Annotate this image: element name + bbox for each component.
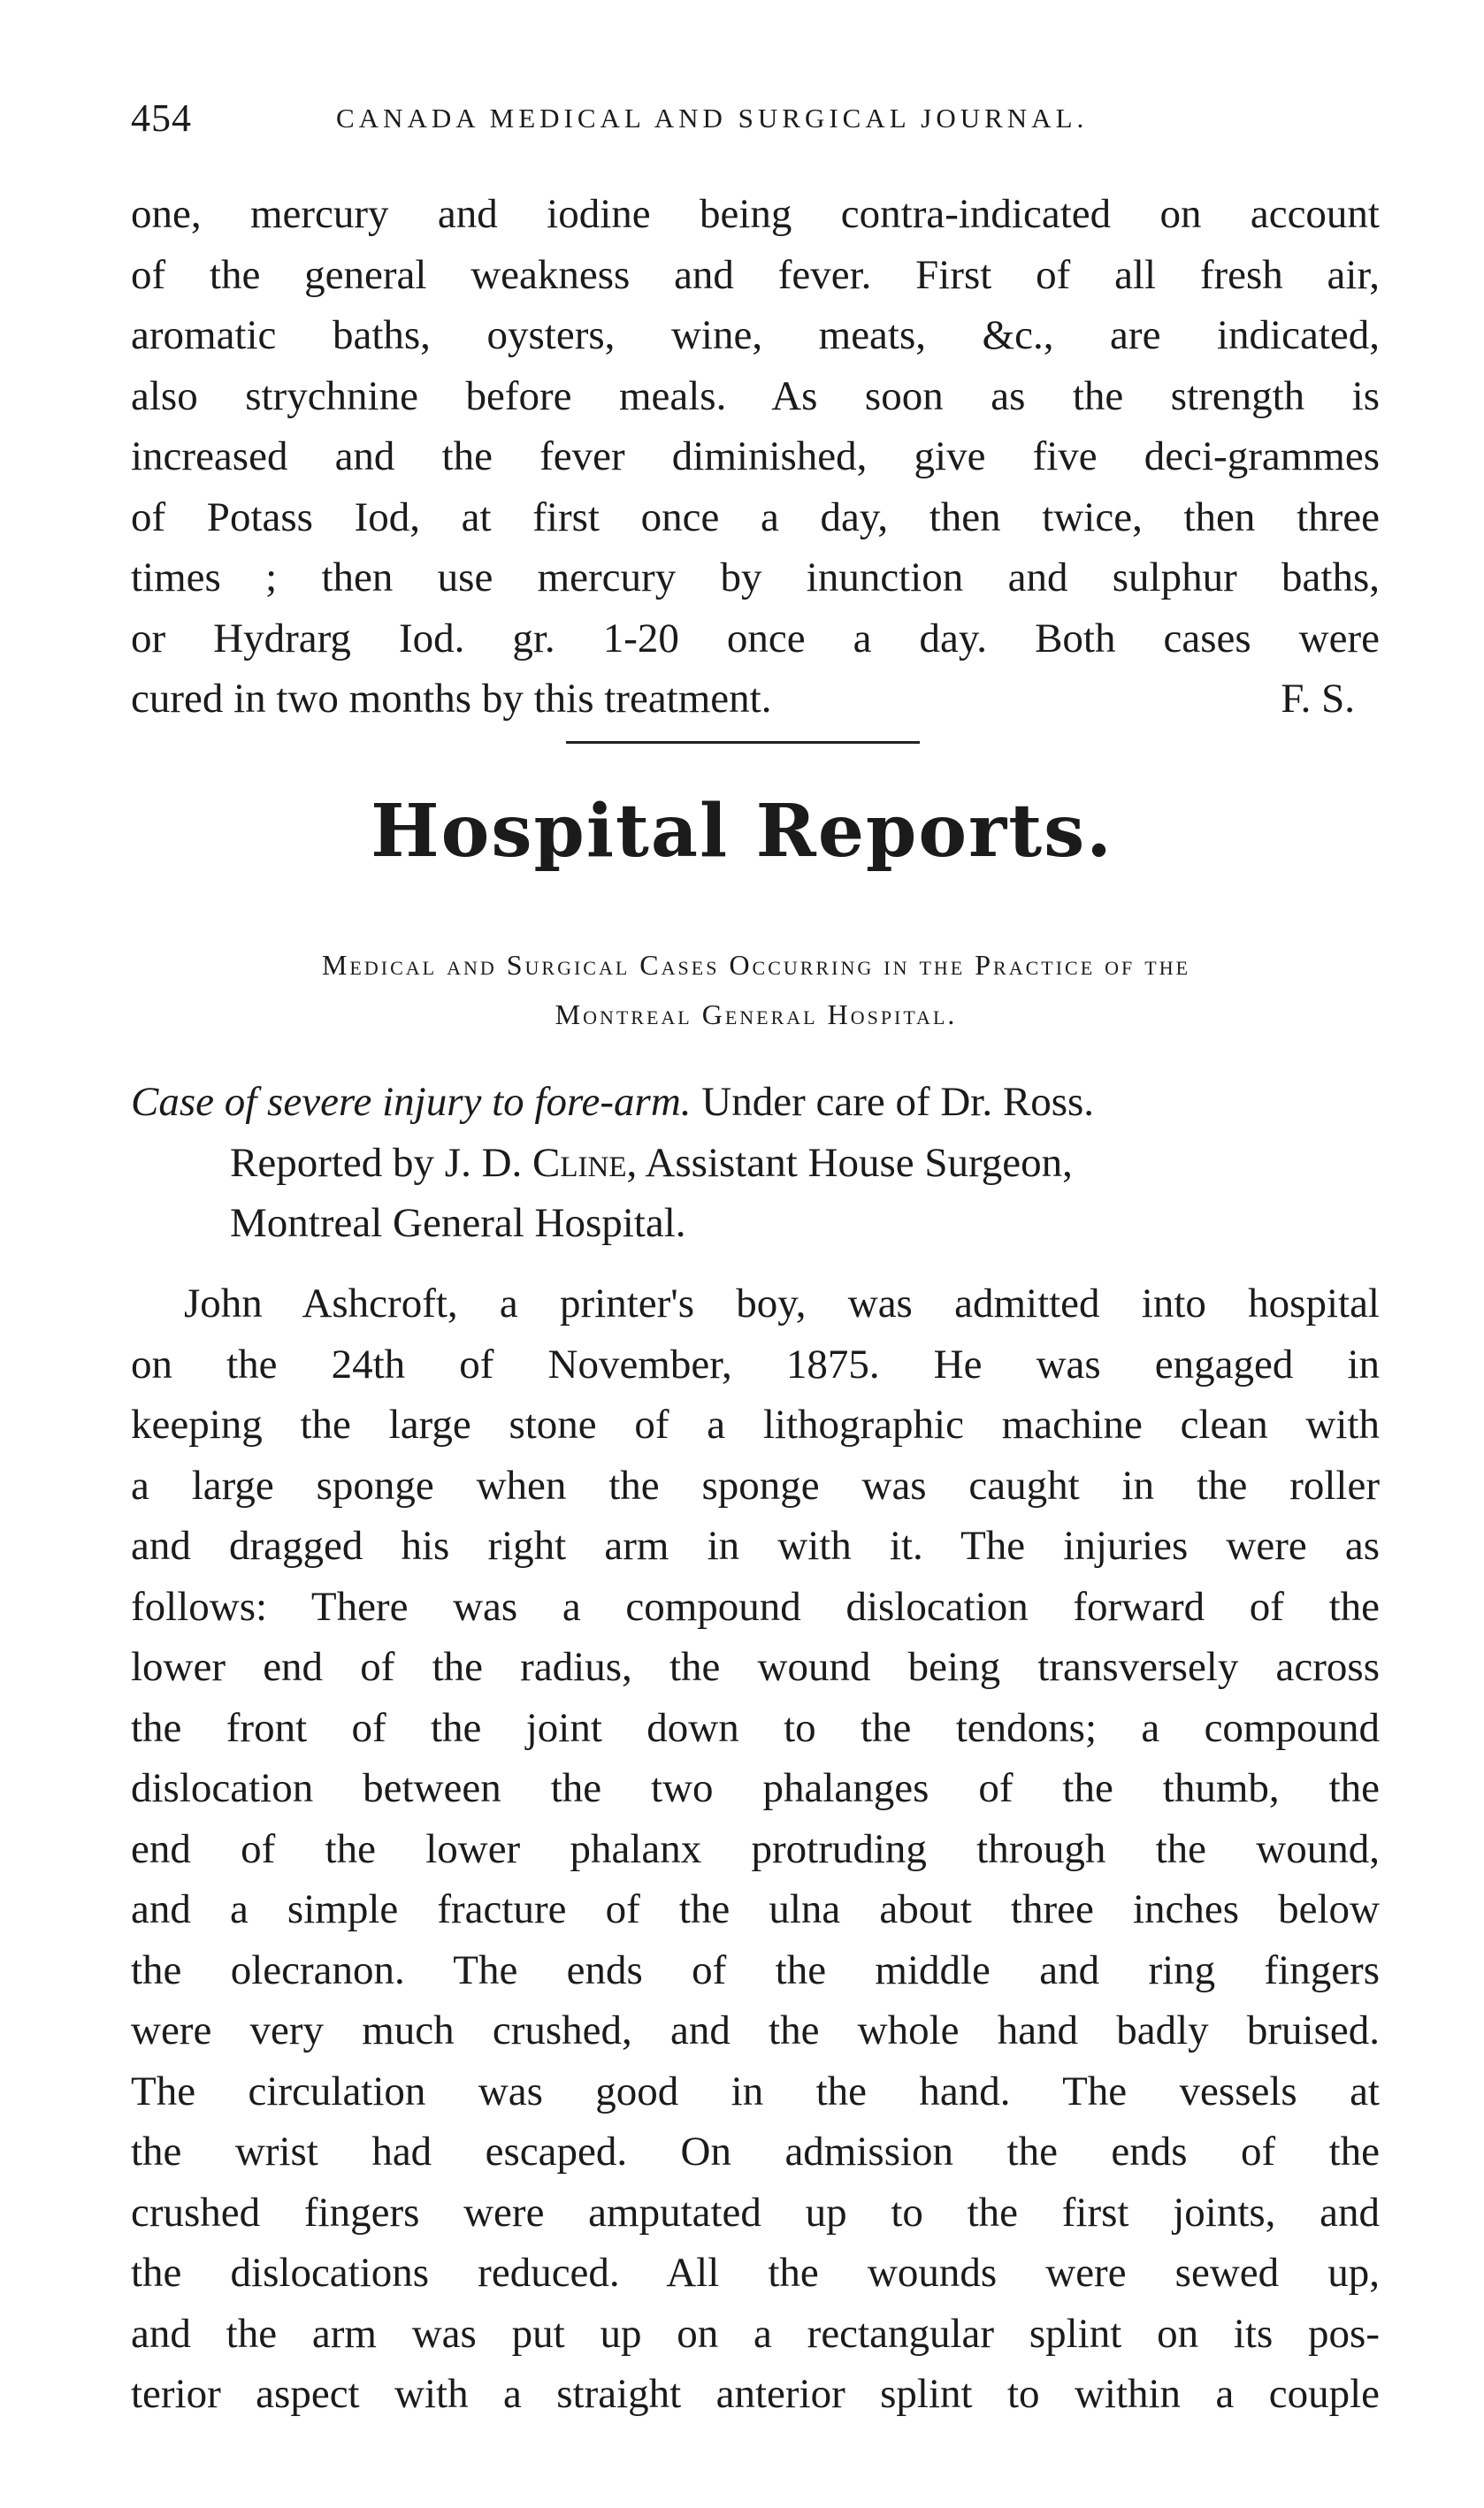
- text-line: keeping the large stone of a lithographic machine clean with: [131, 1402, 1380, 1448]
- text-line: and the arm was put up on a rectangular splint on its pos-: [131, 2310, 1380, 2357]
- case-report-paragraph: [131, 1273, 1380, 2425]
- text-line: lower end of the radius, the wound being transversely across: [131, 1644, 1380, 1690]
- reporter-prefix: Reported by J. D.: [230, 1139, 533, 1186]
- text-line: one, mercury and iodine being contra-indicated on account: [131, 191, 1380, 237]
- subheading-line: Medical and Surgical Cases Occurring in the Practice of the: [321, 949, 1191, 981]
- continuation-paragraph: [131, 184, 1380, 730]
- text-line-last: [131, 669, 1380, 730]
- text-line: The circulation was good in the hand. The vessels at: [131, 2068, 1380, 2114]
- text-line: dislocation between the two phalanges of the thumb, the: [131, 1765, 1380, 1811]
- journal-title: CANADA MEDICAL AND SURGICAL JOURNAL.: [336, 103, 1089, 134]
- author-signature: F. S.: [1281, 676, 1355, 722]
- section-subheading: [124, 940, 1388, 1039]
- text-line: John Ashcroft, a printer's boy, was admitted into hospital: [184, 1281, 1380, 1327]
- text-line: the dislocations reduced. All the wounds were sewed up,: [131, 2250, 1380, 2296]
- text-line: the olecranon. The ends of the middle and ring fingers: [131, 1946, 1380, 1993]
- text-line: of Potass Iod, at first once a day, then twice, then three: [131, 493, 1380, 540]
- text-line: times ; then use mercury by inunction and sulphur baths,: [131, 554, 1380, 600]
- case-reporter-line: [131, 1133, 1380, 1194]
- section-divider: [566, 741, 920, 744]
- text-line: and a simple fracture of the ulna about three inches below: [131, 1886, 1380, 1932]
- text-line: on the 24th of November, 1875. He was engaged in: [131, 1341, 1380, 1388]
- text-line: or Hydrarg Iod. gr. 1-20 once a day. Both cases were: [131, 615, 1380, 661]
- text-line: end of the lower phalanx protruding through the wound,: [131, 1825, 1380, 1872]
- reporter-name: Cline: [532, 1139, 627, 1186]
- case-hospital-line: Montreal General Hospital.: [230, 1200, 686, 1246]
- text-line: aromatic baths, oysters, wine, meats, &c., are indicated,: [131, 312, 1380, 358]
- text-line: also strychnine before meals. As soon as the strength is: [131, 372, 1380, 419]
- text-line: the wrist had escaped. On admission the ends of the: [131, 2129, 1380, 2175]
- closing-sentence: cured in two months by this treatment.: [131, 676, 772, 722]
- text-line: of the general weakness and fever. First of all fresh air,: [131, 251, 1380, 298]
- running-head: [131, 96, 1387, 149]
- text-line: crushed fingers were amputated up to the first joints, and: [131, 2189, 1380, 2236]
- case-title: [131, 1072, 1380, 1254]
- subheading-line: Montreal General Hospital.: [555, 998, 958, 1030]
- case-attending: Under care of Dr. Ross.: [691, 1079, 1095, 1125]
- text-line: a large sponge when the sponge was caught in the roller: [131, 1462, 1380, 1509]
- text-line: terior aspect with a straight anterior splint to within a couple: [131, 2371, 1380, 2417]
- text-line: the front of the joint down to the tendons; a compound: [131, 1704, 1380, 1751]
- section-heading: Hospital Reports.: [371, 789, 1113, 874]
- text-line: increased and the fever diminished, give five deci-grammes: [131, 433, 1380, 479]
- case-title-line: [131, 1072, 1380, 1133]
- page-number: 454: [131, 96, 192, 140]
- text-line: follows: There was a compound dislocation forward of the: [131, 1583, 1380, 1630]
- text-line: were very much crushed, and the whole hand badly bruised.: [131, 2007, 1380, 2053]
- case-title-italic: Case of severe injury to fore-arm.: [131, 1079, 692, 1125]
- reporter-suffix: , Assistant House Surgeon,: [626, 1139, 1073, 1186]
- text-line: and dragged his right arm in with it. The injuries were as: [131, 1523, 1380, 1569]
